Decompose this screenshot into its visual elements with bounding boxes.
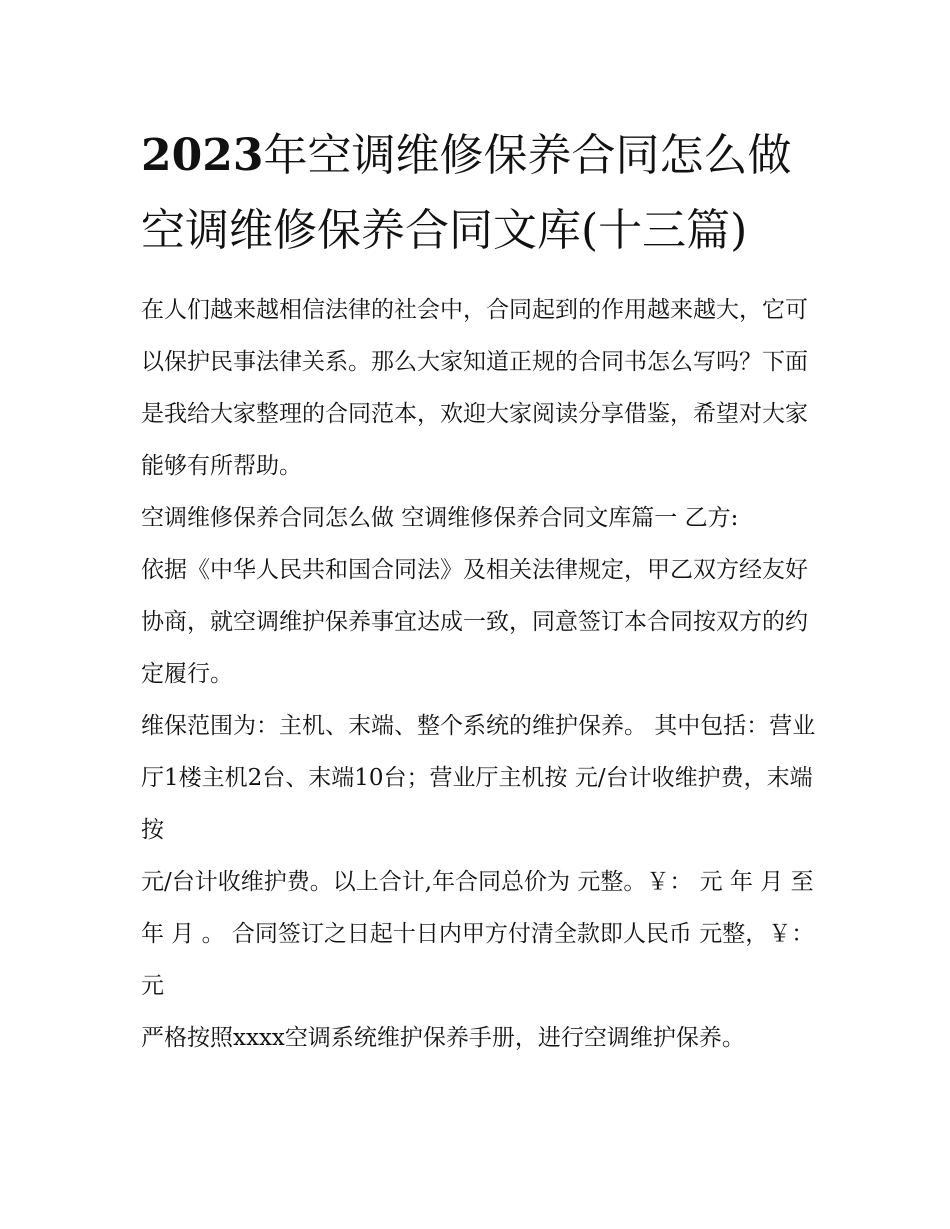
scope-paragraph: 维保范围为：主机、末端、整个系统的维护保养。 其中包括：营业厅1楼主机2台、末端10台；营业厅主机按 元/台计收维护费，末端按 xyxy=(141,713,816,843)
title-year: 2023 xyxy=(141,130,264,181)
intro-paragraph: 在人们越来越相信法律的社会中，合同起到的作用越来越大，它可以保护民事法律关系。那么大家知道正规的合同书怎么写吗？下面是我给大家整理的合同范本，欢迎大家阅读分享借鉴，希望对大家能够有所帮助。 xyxy=(141,297,808,479)
document-page xyxy=(141,118,821,1064)
legal-basis-paragraph: 依据《中华人民共和国合同法》及相关法律规定，甲乙双方经友好协商，就空调维护保养事宜达成一致，同意签订本合同按双方的约定履行。 xyxy=(141,557,808,687)
section-heading: 空调维修保养合同怎么做 空调维修保养合同文库篇一 乙方: xyxy=(141,505,739,531)
price-paragraph: 元/台计收维护费。以上合计,年合同总价为 元整。￥： 元 年 月 至 年 月 。 合同签订之日起十日内甲方付清全款即人民币 元整，￥： 元 xyxy=(141,869,815,999)
maintenance-paragraph: 严格按照xxxx空调系统维护保养手册，进行空调维护保养。 xyxy=(141,1025,745,1051)
document-title xyxy=(141,118,821,268)
title-text: 年空调维修保养合同怎么做 空调维修保养合同文库(十三篇) xyxy=(141,130,792,256)
title-block xyxy=(141,118,821,268)
